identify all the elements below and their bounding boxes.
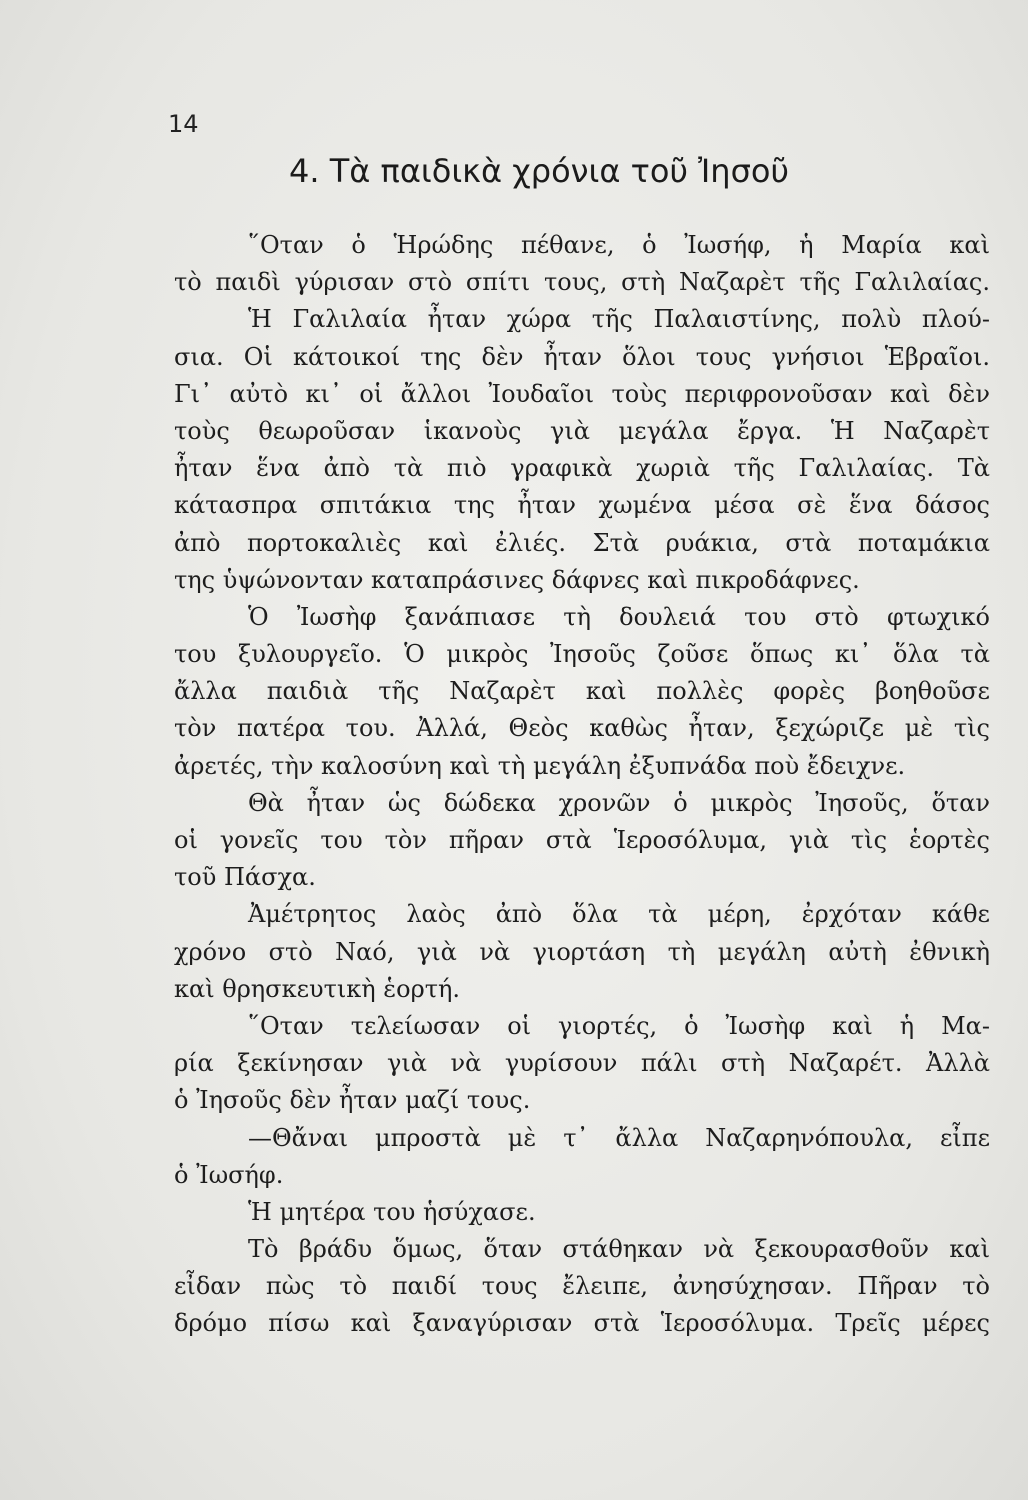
text-line: τοὺς θεωροῦσαν ἱκανοὺς γιὰ μεγάλα ἔργα. Ἡ Ναζαρὲτ xyxy=(174,416,990,445)
text-line: ρία ξεκίνησαν γιὰ νὰ γυρίσουν πάλι στὴ Ναζαρέτ. Ἀλλὰ xyxy=(174,1049,990,1078)
text-line: τὸ παιδὶ γύρισαν στὸ σπίτι τους, στὴ Ναζαρὲτ τῆς Γαλιλαίας. xyxy=(174,268,990,297)
text-line: σια. Οἱ κάτοικοί της δὲν ἦταν ὅλοι τους γνήσιοι Ἑβραῖοι. xyxy=(174,342,990,371)
text-line: της ὑψώνονταν καταπράσινες δάφνες καὶ πικροδάφνες. xyxy=(174,565,860,594)
text-line: δρόμο πίσω καὶ ξαναγύρισαν στὰ Ἱεροσόλυμα. Τρεῖς μέρες xyxy=(174,1309,990,1338)
text-line: ἀρετές, τὴν καλοσύνη καὶ τὴ μεγάλη ἐξυπνάδα ποὺ ἔδειχνε. xyxy=(174,751,906,780)
text-line: —Θἄναι μπροστὰ μὲ τ᾽ ἄλλα Ναζαρηνόπουλα, εἶπε xyxy=(248,1123,990,1152)
page-number: 14 xyxy=(168,110,199,138)
text-line: Ἡ Γαλιλαία ἦταν χώρα τῆς Παλαιστίνης, πολὺ πλού- xyxy=(248,305,990,334)
text-line: Ἡ μητέρα του ἡσύχασε. xyxy=(248,1197,536,1226)
text-line: εἶδαν πὼς τὸ παιδί τους ἔλειπε, ἀνησύχησαν. Πῆραν τὸ xyxy=(174,1272,990,1301)
text-line: τὸν πατέρα του. Ἀλλά, Θεὸς καθὼς ἦταν, ξεχώριζε μὲ τὶς xyxy=(174,714,990,743)
body-text xyxy=(174,227,990,1343)
text-line: ὁ Ἰωσήφ. xyxy=(174,1160,284,1189)
text-line: Τὸ βράδυ ὅμως, ὅταν στάθηκαν νὰ ξεκουρασθοῦν καὶ xyxy=(248,1235,990,1264)
text-line: Γι᾽ αὐτὸ κι᾽ οἱ ἄλλοι Ἰουδαῖοι τοὺς περιφρονοῦσαν καὶ δὲν xyxy=(174,379,990,408)
text-line: Ἀμέτρητος λαὸς ἀπὸ ὅλα τὰ μέρη, ἐρχόταν κάθε xyxy=(248,900,990,929)
text-line: τοῦ Πάσχα. xyxy=(174,863,316,892)
text-line: κάτασπρα σπιτάκια της ἦταν χωμένα μέσα σὲ ἕνα δάσος xyxy=(174,491,990,520)
text-line: χρόνο στὸ Ναό, γιὰ νὰ γιορτάση τὴ μεγάλη αὐτὴ ἐθνικὴ xyxy=(174,937,990,966)
text-line: ἀπὸ πορτοκαλιὲς καὶ ἐλιές. Στὰ ρυάκια, στὰ ποταμάκια xyxy=(174,528,990,557)
text-line: ῞Οταν ὁ Ἡρώδης πέθανε, ὁ Ἰωσήφ, ἡ Μαρία καὶ xyxy=(248,231,990,259)
text-line: ὁ Ἰησοῦς δὲν ἦταν μαζί τους. xyxy=(174,1086,531,1115)
text-line: ἦταν ἕνα ἀπὸ τὰ πιὸ γραφικὰ χωριὰ τῆς Γαλιλαίας. Τὰ xyxy=(174,454,990,483)
text-line: του ξυλουργεῖο. Ὁ μικρὸς Ἰησοῦς ζοῦσε ὅπως κι᾽ ὅλα τὰ xyxy=(174,640,990,669)
text-line: ῞Οταν τελείωσαν οἱ γιορτές, ὁ Ἰωσὴφ καὶ ἡ Μα- xyxy=(248,1011,990,1040)
text-line: οἱ γονεῖς του τὸν πῆραν στὰ Ἱεροσόλυμα, γιὰ τὶς ἑορτὲς xyxy=(174,826,990,854)
chapter-title: 4. Τὰ παιδικὰ χρόνια τοῦ Ἰησοῦ xyxy=(289,152,789,190)
text-line: Ὁ Ἰωσὴφ ξανάπιασε τὴ δουλειά του στὸ φτωχικό xyxy=(248,602,990,631)
text-line: Θὰ ἦταν ὡς δώδεκα χρονῶν ὁ μικρὸς Ἰησοῦς, ὅταν xyxy=(248,788,990,817)
text-line: ἄλλα παιδιὰ τῆς Ναζαρὲτ καὶ πολλὲς φορὲς βοηθοῦσε xyxy=(174,677,990,706)
text-line: καὶ θρησκευτικὴ ἑορτή. xyxy=(174,974,461,1003)
